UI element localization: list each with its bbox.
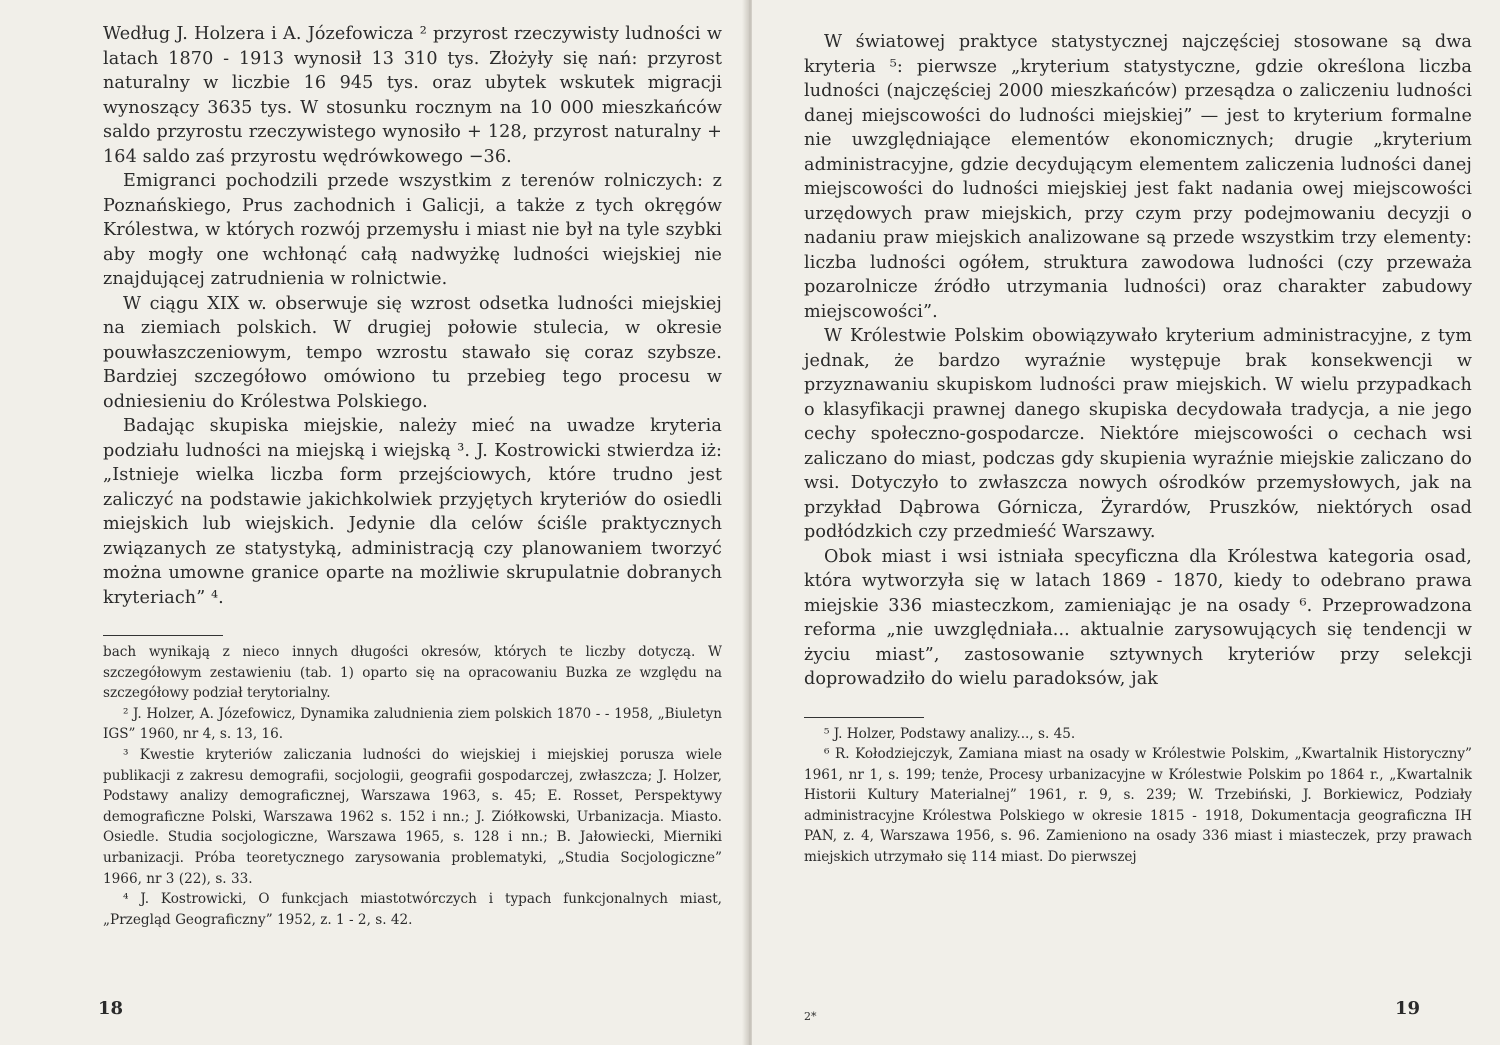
paragraph: W ciągu XIX w. obserwuje się wzrost odsetka ludności miejskiej na ziemiach polskich. W drugiej połowie stulecia, w okresie pouwłaszczeniowym, tempo wzrostu stawało się coraz szybsze. Bardziej szczegółowo omówiono tu przebieg tego procesu w odniesieniu do Królestwa Polskiego. (103, 293, 722, 412)
page-number: 18 (98, 998, 124, 1019)
paragraph: Według J. Holzera i A. Józefowicza ² przyrost rzeczywisty ludności w latach 1870 - 1913 wynosił 13 310 tys. Złożyły się nań: przyrost naturalny w liczbie 16 945 tys. oraz ubytek wskutek migracji wynoszący 3635 tys. W stosunku rocznym na 10 000 mieszkańców saldo przyrostu rzeczywistego wynosiło + 128, przyrost naturalny + 164 saldo zaś przyrostu wędrówkowego −36. (103, 24, 722, 167)
right-body-text (804, 30, 1472, 692)
left-footnotes (103, 642, 722, 930)
footnote: ⁴ J. Kostrowicki, O funkcjach miastotwórczych i typach funkcjonalnych miast, „Przegląd Geograficzny” 1952, z. 1 - 2, s. 42. (103, 891, 722, 928)
footnote: bach wynikają z nieco innych długości okresów, których te liczby dotyczą. W szczegółowym zestawieniu (tab. 1) oparto się na opracowaniu Buzka ze względu na szczegółowy podział terytorialny. (103, 644, 722, 702)
right-page (752, 0, 1500, 1045)
footnote-divider (804, 717, 924, 718)
footnote: ³ Kwestie kryteriów zaliczania ludności do wiejskiej i miejskiej porusza wiele publikacji z zakresu demografii, socjologii, geografii gospodarczej, zwłaszcza; J. Holzer, Podstawy analizy demograficznej, Warszawa 1963, s. 45; E. Rosset, Perspektywy demograficzne Polski, Warszawa 1962 s. 152 i nn.; J. Ziółkowski, Urbanizacja. Miasto. Osiedle. Studia socjologiczne, Warszawa 1965, s. 128 i nn.; B. Jałowiecki, Mierniki urbanizacji. Próba teoretycznego zarysowania problematyki, „Studia Socjologiczne” 1966, nr 3 (22), s. 33. (103, 746, 722, 887)
signature-mark: 2* (804, 1010, 817, 1023)
paragraph: Badając skupiska miejskie, należy mieć na uwadze kryteria podziału ludności na miejską i wiejską ³. J. Kostrowicki stwierdza iż: „Istnieje wielka liczba form przejściowych, które trudno jest zaliczyć na podstawie jakichkolwiek przyjętych kryteriów do osiedli miejskich lub wiejskich. Jedynie dla celów ściśle praktycznych związanych ze statystyką, administracją czy planowaniem tworzyć można umowne granice oparte na możliwie skrupulatnie dobranych kryteriach” ⁴. (103, 416, 722, 608)
left-body-text (103, 22, 722, 610)
footnote-divider (103, 635, 223, 636)
right-footnotes (804, 724, 1472, 868)
footnote: ⁶ R. Kołodziejczyk, Zamiana miast na osady w Królestwie Polskim, „Kwartalnik Historyczny” 1961, nr 1, s. 199; tenże, Procesy urbanizacyjne w Królestwie Polskim po 1864 r., „Kwartalnik Historii Kultury Materialnej” 1961, r. 9, s. 239; W. Trzebiński, J. Borkiewicz, Podziały administracyjne Królestwa Polskiego w okresie 1815 - 1918, Dokumentacja geograficzna IH PAN, z. 4, Warszawa 1956, s. 96. Zamieniono na osady 336 miast i miasteczek, przy prawach miejskich utrzymało się 114 miast. Do pierwszej (804, 746, 1472, 866)
paragraph: W Królestwie Polskim obowiązywało kryterium administracyjne, z tym jednak, że bardzo wyraźnie występuje brak konsekwencji w przyznawaniu skupiskom ludności praw miejskich. W wielu przypadkach o klasyfikacji prawnej danego skupiska decydowała tradycja, a nie jego cechy społeczno-gospodarcze. Niektóre miejscowości o cechach wsi zaliczano do miast, podczas gdy skupienia wyraźnie miejskie zaliczano do wsi. Dotyczyło to zwłaszcza nowych ośrodków przemysłowych, jak na przykład Dąbrowa Górnicza, Żyrardów, Pruszków, niektórych osad podłódzkich czy przedmieść Warszawy. (804, 326, 1472, 542)
paragraph: Emigranci pochodzili przede wszystkim z terenów rolniczych: z Poznańskiego, Prus zachodnich i Galicji, a także z tych okręgów Królestwa, w których rozwój przemysłu i miast nie był na tyle szybki aby mogły one wchłonąć całą nadwyżkę ludności wiejskiej nie znajdującej zatrudnienia w rolnictwie. (103, 171, 722, 289)
left-page (0, 0, 748, 1045)
paragraph: Obok miast i wsi istniała specyficzna dla Królestwa kategoria osad, która wytworzyła się w latach 1869 - 1870, kiedy to odebrano prawa miejskie 336 miasteczkom, zamieniając je na osady ⁶. Przeprowadzona reforma „nie uwzględniała... aktualnie zarysowujących się tendencji w życiu miast”, zastosowanie sztywnych kryteriów przy selekcji doprowadziło do wielu paradoksów, jak (804, 546, 1472, 689)
page-number: 19 (1394, 998, 1420, 1019)
footnote: ² J. Holzer, A. Józefowicz, Dynamika zaludnienia ziem polskich 1870 - - 1958, „Biuletyn IGS” 1960, nr 4, s. 13, 16. (103, 705, 722, 743)
paragraph: W światowej praktyce statystycznej najczęściej stosowane są dwa kryteria ⁵: pierwsze „kryterium statystyczne, gdzie określona liczba ludności (najczęściej 2000 mieszkańców) przesądza o zaliczeniu ludności danej miejscowości do ludności miejskiej” — jest to kryterium formalne nie uwzględniające elementów ekonomicznych; drugie „kryterium administracyjne, gdzie decydującym elementem zaliczenia ludności danej miejscowości do ludności miejskiej jest fakt nadania owej miejscowości urzędowych praw miejskich, przy czym przy podejmowaniu decyzji o nadaniu praw miejskich analizowane są przede wszystkim trzy elementy: liczba ludności ogółem, struktura zawodowa ludności (czy przeważa pozarolnicze źródło utrzymania ludności) oraz charakter zabudowy miejscowości”. (804, 32, 1472, 322)
footnote: ⁵ J. Holzer, Podstawy analizy..., s. 45. (824, 725, 1076, 742)
